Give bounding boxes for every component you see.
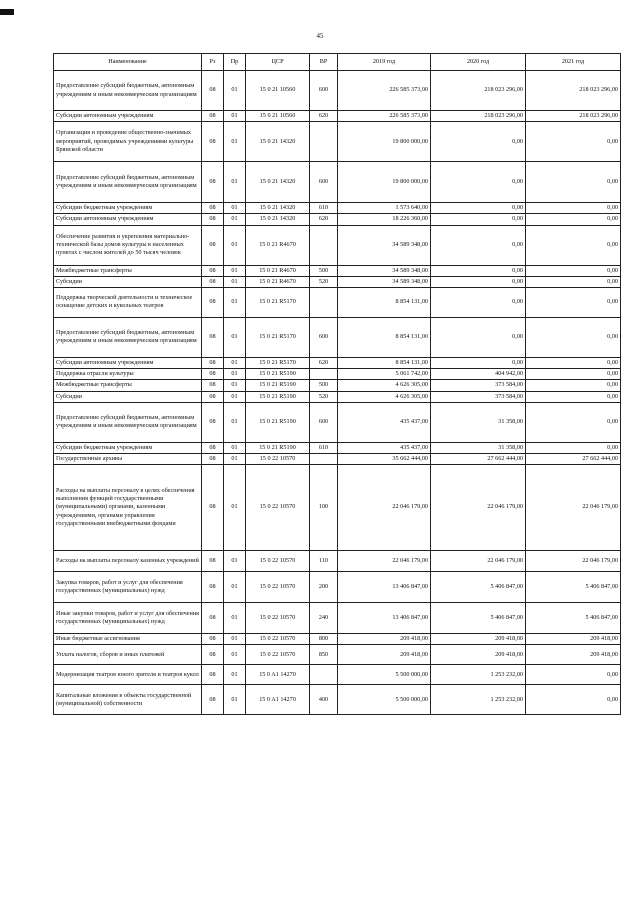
row-name: Иные бюджетные ассигнования <box>54 634 202 645</box>
row-pr: 01 <box>224 122 246 162</box>
row-rz: 08 <box>202 276 224 287</box>
row-2021: 0,00 <box>526 357 621 368</box>
page-number: 45 <box>316 32 324 40</box>
row-2019: 34 589 348,00 <box>338 265 431 276</box>
row-csr: 15 0 21 R5170 <box>246 357 310 368</box>
row-pr: 01 <box>224 572 246 603</box>
row-2021: 22 046 179,00 <box>526 465 621 551</box>
row-rz: 08 <box>202 369 224 380</box>
row-2021: 0,00 <box>526 162 621 203</box>
header-2019: 2019 год <box>338 54 431 71</box>
table-row <box>54 551 621 572</box>
row-2021: 209 418,00 <box>526 645 621 665</box>
table-row <box>54 685 621 715</box>
row-rz: 08 <box>202 71 224 111</box>
row-csr: 15 0 21 R5190 <box>246 391 310 402</box>
row-rz: 08 <box>202 357 224 368</box>
table-row <box>54 402 621 442</box>
row-name: Поддержка отрасли культуры <box>54 369 202 380</box>
row-pr: 01 <box>224 287 246 317</box>
row-2020: 1 253 232,00 <box>431 665 526 685</box>
row-pr: 01 <box>224 265 246 276</box>
row-csr: 15 0 21 R4670 <box>246 276 310 287</box>
row-2020: 27 662 444,00 <box>431 453 526 464</box>
row-rz: 08 <box>202 111 224 122</box>
row-rz: 08 <box>202 603 224 634</box>
row-csr: 15 0 21 14320 <box>246 214 310 225</box>
row-csr: 15 0 21 R5190 <box>246 402 310 442</box>
row-name: Обеспечение развития и укрепления материально-технической базы домов культуры в населенных пунктах с числом жителей до 50 тысяч человек <box>54 225 202 265</box>
row-2021: 0,00 <box>526 265 621 276</box>
row-2020: 218 023 296,00 <box>431 71 526 111</box>
row-2019: 209 418,00 <box>338 645 431 665</box>
row-2020: 31 358,00 <box>431 442 526 453</box>
row-2020: 0,00 <box>431 203 526 214</box>
row-vr: 240 <box>310 603 338 634</box>
row-rz: 08 <box>202 122 224 162</box>
row-vr: 100 <box>310 465 338 551</box>
row-2021: 0,00 <box>526 369 621 380</box>
row-2020: 0,00 <box>431 122 526 162</box>
row-pr: 01 <box>224 634 246 645</box>
row-csr: 15 0 22 10570 <box>246 551 310 572</box>
row-pr: 01 <box>224 225 246 265</box>
row-name: Поддержка творческой деятельности и техническое оснащение детских и кукольных театров <box>54 287 202 317</box>
row-rz: 08 <box>202 214 224 225</box>
row-csr: 15 0 21 10560 <box>246 71 310 111</box>
table-row <box>54 645 621 665</box>
row-vr: 520 <box>310 391 338 402</box>
row-2020: 22 046 179,00 <box>431 551 526 572</box>
row-rz: 08 <box>202 162 224 203</box>
row-csr: 15 0 21 R5190 <box>246 369 310 380</box>
row-name: Субсидии <box>54 276 202 287</box>
row-2021: 0,00 <box>526 665 621 685</box>
row-2019: 19 800 000,00 <box>338 162 431 203</box>
row-name: Модернизация театров юного зрителя и театров кукол <box>54 665 202 685</box>
row-pr: 01 <box>224 603 246 634</box>
table-row <box>54 214 621 225</box>
row-2020: 31 358,00 <box>431 402 526 442</box>
row-2020: 0,00 <box>431 317 526 357</box>
row-2021: 0,00 <box>526 225 621 265</box>
row-2020: 0,00 <box>431 225 526 265</box>
row-2021: 0,00 <box>526 402 621 442</box>
row-2020: 0,00 <box>431 276 526 287</box>
row-vr <box>310 453 338 464</box>
row-2020: 373 584,00 <box>431 380 526 391</box>
table-body <box>54 71 621 715</box>
row-2019: 35 662 444,00 <box>338 453 431 464</box>
row-rz: 08 <box>202 572 224 603</box>
header-rz: Рз <box>202 54 224 71</box>
row-pr: 01 <box>224 465 246 551</box>
row-2020: 373 584,00 <box>431 391 526 402</box>
row-csr: 15 0 21 10560 <box>246 111 310 122</box>
row-pr: 01 <box>224 665 246 685</box>
row-2019: 4 626 305,00 <box>338 391 431 402</box>
row-rz: 08 <box>202 465 224 551</box>
row-2021: 218 023 296,00 <box>526 111 621 122</box>
row-name: Субсидии автономным учреждениям <box>54 214 202 225</box>
row-csr: 15 0 21 14320 <box>246 203 310 214</box>
row-2019: 1 573 640,00 <box>338 203 431 214</box>
row-name: Иные закупки товаров, работ и услуг для обеспечения государственных (муниципальных) нужд <box>54 603 202 634</box>
row-csr: 15 0 21 R5170 <box>246 287 310 317</box>
row-rz: 08 <box>202 317 224 357</box>
row-2019: 5 500 000,00 <box>338 685 431 715</box>
row-pr: 01 <box>224 402 246 442</box>
row-name: Капитальные вложения в объекты государственной (муниципальной) собственности <box>54 685 202 715</box>
row-csr: 15 0 A1 14270 <box>246 665 310 685</box>
row-2019: 5 061 742,00 <box>338 369 431 380</box>
table-row <box>54 465 621 551</box>
row-2019: 8 854 131,00 <box>338 317 431 357</box>
row-2021: 0,00 <box>526 287 621 317</box>
row-csr: 15 0 21 R5190 <box>246 380 310 391</box>
row-pr: 01 <box>224 685 246 715</box>
table-row <box>54 122 621 162</box>
row-vr: 600 <box>310 71 338 111</box>
row-2019: 226 585 373,00 <box>338 111 431 122</box>
row-name: Уплата налогов, сборов и иных платежей <box>54 645 202 665</box>
row-name: Государственные архивы <box>54 453 202 464</box>
table-row <box>54 391 621 402</box>
row-csr: 15 0 21 R5170 <box>246 317 310 357</box>
row-2021: 0,00 <box>526 122 621 162</box>
row-csr: 15 0 21 14320 <box>246 162 310 203</box>
row-vr: 800 <box>310 634 338 645</box>
row-csr: 15 0 21 R5190 <box>246 442 310 453</box>
row-pr: 01 <box>224 276 246 287</box>
row-2020: 209 418,00 <box>431 645 526 665</box>
row-2020: 5 406 847,00 <box>431 603 526 634</box>
row-2019: 13 406 847,00 <box>338 603 431 634</box>
row-2020: 218 023 296,00 <box>431 111 526 122</box>
table-row <box>54 265 621 276</box>
row-pr: 01 <box>224 203 246 214</box>
row-2019: 435 437,00 <box>338 442 431 453</box>
row-csr: 15 0 21 R4670 <box>246 225 310 265</box>
table-row <box>54 225 621 265</box>
row-rz: 08 <box>202 402 224 442</box>
row-2021: 0,00 <box>526 442 621 453</box>
table-row <box>54 572 621 603</box>
row-name: Субсидии автономным учреждениям <box>54 111 202 122</box>
row-name: Предоставление субсидий бюджетным, автономным учреждениям и иным некоммерческим организациям <box>54 162 202 203</box>
header-name: Наименование <box>54 54 202 71</box>
row-csr: 15 0 A1 14270 <box>246 685 310 715</box>
row-pr: 01 <box>224 551 246 572</box>
row-2021: 0,00 <box>526 391 621 402</box>
row-name: Закупка товаров, работ и услуг для обеспечения государственных (муниципальных) нужд <box>54 572 202 603</box>
row-name: Предоставление субсидий бюджетным, автономным учреждениям и иным некоммерческим организациям <box>54 402 202 442</box>
row-vr: 200 <box>310 572 338 603</box>
row-2020: 404 942,00 <box>431 369 526 380</box>
row-2021: 0,00 <box>526 276 621 287</box>
row-name: Межбюджетные трансферты <box>54 265 202 276</box>
row-vr <box>310 665 338 685</box>
row-2021: 209 418,00 <box>526 634 621 645</box>
table-row <box>54 380 621 391</box>
row-vr: 620 <box>310 111 338 122</box>
header-vr: ВР <box>310 54 338 71</box>
row-rz: 08 <box>202 391 224 402</box>
row-rz: 08 <box>202 645 224 665</box>
row-2020: 0,00 <box>431 287 526 317</box>
row-pr: 01 <box>224 162 246 203</box>
row-2019: 13 406 847,00 <box>338 572 431 603</box>
row-rz: 08 <box>202 225 224 265</box>
row-2020: 209 418,00 <box>431 634 526 645</box>
row-2019: 435 437,00 <box>338 402 431 442</box>
row-2021: 0,00 <box>526 214 621 225</box>
row-name: Предоставление субсидий бюджетным, автономным учреждениям и иным некоммерческим организациям <box>54 317 202 357</box>
row-2020: 0,00 <box>431 214 526 225</box>
row-2020: 0,00 <box>431 162 526 203</box>
budget-table <box>53 53 621 715</box>
row-name: Организация и проведение общественно-значимых мероприятий, проводимых учреждениями культуры Брянской области <box>54 122 202 162</box>
row-name: Расходы на выплаты персоналу в целях обеспечения выполнения функций государственными (муниципальными) органами, казенными учреждениями, органами управления государственными внебюджетными фондами <box>54 465 202 551</box>
row-2021: 0,00 <box>526 203 621 214</box>
row-pr: 01 <box>224 442 246 453</box>
header-2021: 2021 год <box>526 54 621 71</box>
row-rz: 08 <box>202 287 224 317</box>
header-csr: ЦСР <box>246 54 310 71</box>
row-csr: 15 0 21 R4670 <box>246 265 310 276</box>
row-2019: 34 589 348,00 <box>338 225 431 265</box>
header-2020: 2020 год <box>431 54 526 71</box>
row-vr: 400 <box>310 685 338 715</box>
table-row <box>54 203 621 214</box>
table-row <box>54 111 621 122</box>
row-vr <box>310 122 338 162</box>
row-2019: 19 800 000,00 <box>338 122 431 162</box>
header-row <box>54 54 621 71</box>
row-vr: 600 <box>310 162 338 203</box>
row-pr: 01 <box>224 453 246 464</box>
row-2019: 8 854 131,00 <box>338 357 431 368</box>
row-2021: 0,00 <box>526 685 621 715</box>
row-2021: 5 406 847,00 <box>526 572 621 603</box>
row-2019: 18 226 360,00 <box>338 214 431 225</box>
row-vr <box>310 287 338 317</box>
row-pr: 01 <box>224 214 246 225</box>
row-rz: 08 <box>202 634 224 645</box>
row-2019: 226 585 373,00 <box>338 71 431 111</box>
row-2020: 5 406 847,00 <box>431 572 526 603</box>
row-2021: 218 023 296,00 <box>526 71 621 111</box>
row-name: Субсидии <box>54 391 202 402</box>
row-pr: 01 <box>224 380 246 391</box>
row-vr: 620 <box>310 214 338 225</box>
row-vr: 500 <box>310 380 338 391</box>
row-2021: 0,00 <box>526 380 621 391</box>
row-2019: 22 046 179,00 <box>338 465 431 551</box>
row-2021: 5 406 847,00 <box>526 603 621 634</box>
row-pr: 01 <box>224 357 246 368</box>
row-vr: 500 <box>310 265 338 276</box>
table-row <box>54 369 621 380</box>
header-pr: Пр <box>224 54 246 71</box>
row-vr <box>310 225 338 265</box>
row-pr: 01 <box>224 111 246 122</box>
row-vr: 520 <box>310 276 338 287</box>
row-2020: 0,00 <box>431 265 526 276</box>
table-row <box>54 603 621 634</box>
row-rz: 08 <box>202 203 224 214</box>
row-name: Субсидии бюджетным учреждениям <box>54 203 202 214</box>
row-vr: 600 <box>310 317 338 357</box>
table-row <box>54 453 621 464</box>
row-pr: 01 <box>224 71 246 111</box>
row-name: Межбюджетные трансферты <box>54 380 202 391</box>
row-2019: 209 418,00 <box>338 634 431 645</box>
row-rz: 08 <box>202 685 224 715</box>
row-vr: 610 <box>310 442 338 453</box>
row-name: Субсидии автономным учреждениям <box>54 357 202 368</box>
row-pr: 01 <box>224 645 246 665</box>
row-pr: 01 <box>224 391 246 402</box>
row-pr: 01 <box>224 317 246 357</box>
row-2020: 0,00 <box>431 357 526 368</box>
table-row <box>54 665 621 685</box>
row-csr: 15 0 21 14320 <box>246 122 310 162</box>
table-row <box>54 357 621 368</box>
row-2021: 27 662 444,00 <box>526 453 621 464</box>
row-csr: 15 0 22 10570 <box>246 634 310 645</box>
row-2019: 8 854 131,00 <box>338 287 431 317</box>
row-2019: 34 589 348,00 <box>338 276 431 287</box>
row-2019: 22 046 179,00 <box>338 551 431 572</box>
row-name: Предоставление субсидий бюджетным, автономным учреждениям и иным некоммерческим организациям <box>54 71 202 111</box>
row-csr: 15 0 22 10570 <box>246 645 310 665</box>
row-csr: 15 0 22 10570 <box>246 465 310 551</box>
row-2019: 5 500 000,00 <box>338 665 431 685</box>
row-2019: 4 626 305,00 <box>338 380 431 391</box>
table-row <box>54 287 621 317</box>
row-rz: 08 <box>202 453 224 464</box>
row-vr: 610 <box>310 203 338 214</box>
row-vr <box>310 369 338 380</box>
row-name: Расходы на выплаты персоналу казенных учреждений <box>54 551 202 572</box>
row-vr: 850 <box>310 645 338 665</box>
row-vr: 110 <box>310 551 338 572</box>
table-row <box>54 276 621 287</box>
row-csr: 15 0 22 10570 <box>246 572 310 603</box>
table-row <box>54 317 621 357</box>
row-rz: 08 <box>202 265 224 276</box>
row-rz: 08 <box>202 551 224 572</box>
row-2020: 1 253 232,00 <box>431 685 526 715</box>
row-2021: 0,00 <box>526 317 621 357</box>
row-csr: 15 0 22 10570 <box>246 453 310 464</box>
row-rz: 08 <box>202 380 224 391</box>
row-rz: 08 <box>202 442 224 453</box>
row-2020: 22 046 179,00 <box>431 465 526 551</box>
table-row <box>54 162 621 203</box>
table-row <box>54 634 621 645</box>
row-vr: 620 <box>310 357 338 368</box>
row-2021: 22 046 179,00 <box>526 551 621 572</box>
table-row <box>54 71 621 111</box>
scan-mark <box>0 9 14 15</box>
table-row <box>54 442 621 453</box>
row-vr: 600 <box>310 402 338 442</box>
row-name: Субсидии бюджетным учреждениям <box>54 442 202 453</box>
row-csr: 15 0 22 10570 <box>246 603 310 634</box>
row-rz: 08 <box>202 665 224 685</box>
row-pr: 01 <box>224 369 246 380</box>
